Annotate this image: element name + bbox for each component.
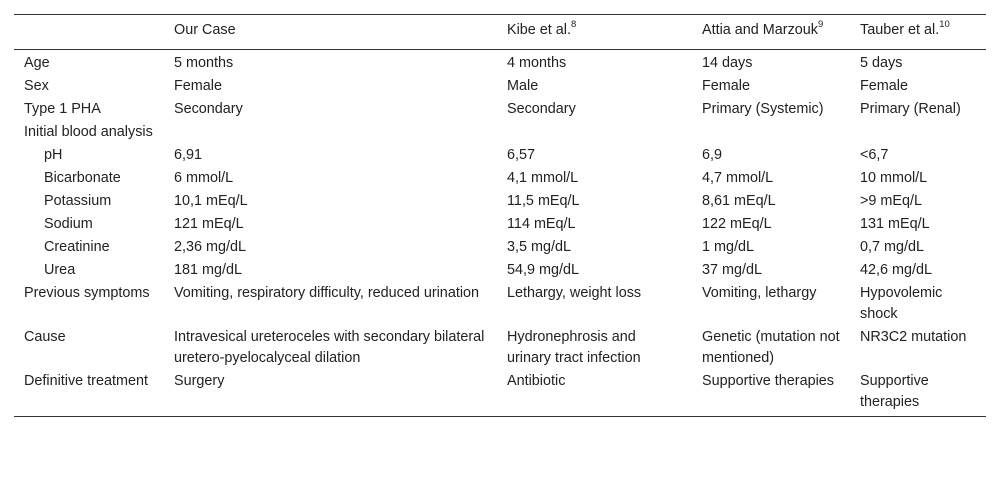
table-cell: Female (860, 78, 908, 94)
table-row-cause (14, 326, 986, 370)
row-label: Previous symptoms (24, 285, 150, 301)
table-cell: 3,5 mg/dL (507, 239, 571, 255)
table-cell: Intravesical ureteroceles with secondary bilateral uretero-pyelocalyceal dilation (174, 329, 485, 366)
table-cell: Supportive therapies (692, 370, 850, 417)
table-cell: Lethargy, weight loss (507, 285, 642, 301)
row-label: Urea (44, 262, 76, 278)
table-cell: 10,1 mEq/L (174, 193, 248, 209)
table-cell: Primary (Renal) (860, 101, 961, 117)
reference-superscript: 10 (939, 19, 950, 31)
table-cell: 121 mEq/L (174, 216, 244, 232)
table-cell: 6,9 (702, 147, 723, 163)
table-cell: 10 mmol/L (860, 170, 928, 186)
table-cell: 14 days (702, 55, 753, 71)
table-row-age (14, 50, 986, 76)
table-cell: 4,7 mmol/L (702, 170, 774, 186)
table-cell: Female (702, 78, 750, 94)
reference-superscript: 9 (817, 19, 824, 31)
header-kibe: Kibe et al.$^8$ (497, 15, 692, 50)
row-label: Type 1 PHA (24, 101, 101, 117)
table-cell: 6 mmol/L (174, 170, 234, 186)
table-cell (497, 121, 692, 144)
table-cell: 6,57 (507, 147, 536, 163)
table-row-creatinine (14, 236, 986, 259)
reference-superscript: 8 (571, 19, 577, 31)
row-label: Age (24, 55, 50, 71)
table-row-symptoms (14, 282, 986, 326)
table-cell: Surgery (164, 370, 497, 417)
table-row-ph (14, 144, 986, 167)
table-cell: 131 mEq/L (860, 216, 930, 232)
header-tauber: Tauber et al.$^{10}$ (850, 15, 986, 50)
row-label: Initial blood analysis (24, 124, 153, 140)
row-label: Potassium (44, 193, 112, 209)
table-cell: 4 months (507, 55, 567, 71)
table-cell: 8,61 mEq/L (702, 193, 776, 209)
table-cell: 6,91 (174, 147, 203, 163)
table-row-sex (14, 75, 986, 98)
table-row-type (14, 98, 986, 121)
header-attia: Attia and Marzouk$^9$ (692, 15, 850, 50)
header-blank (14, 15, 164, 50)
table-cell: >9 mEq/L (860, 193, 922, 209)
table-cell: 0,7 mg/dL (860, 239, 924, 255)
row-label: Definitive treatment (14, 370, 164, 417)
table-cell: 5 months (174, 55, 234, 71)
table-cell: 122 mEq/L (702, 216, 772, 232)
table-cell: 181 mg/dL (174, 262, 243, 278)
table-cell: 11,5 mEq/L (507, 193, 580, 209)
row-label: Bicarbonate (44, 170, 121, 186)
row-label: Cause (24, 329, 66, 345)
table-row-bicarbonate (14, 167, 986, 190)
header-row (14, 15, 986, 50)
table-cell: 5 days (860, 55, 903, 71)
table-row-urea (14, 259, 986, 282)
table-cell: Vomiting, lethargy (702, 285, 817, 301)
row-label: Sodium (44, 216, 93, 232)
header-our-case: Our Case (164, 15, 497, 50)
table-cell: 37 mg/dL (702, 262, 763, 278)
table-cell: Secondary (507, 101, 576, 117)
table-cell: Hydronephrosis and urinary tract infection (507, 329, 641, 366)
table-cell: 114 mEq/L (507, 216, 576, 232)
table-cell: 42,6 mg/dL (860, 262, 933, 278)
table-cell: Primary (Systemic) (702, 101, 824, 117)
table-cell: Male (507, 78, 539, 94)
table-cell: 2,36 mg/dL (174, 239, 247, 255)
table-row-treatment (14, 370, 986, 417)
table-cell: 4,1 mmol/L (507, 170, 579, 186)
row-label: Creatinine (44, 239, 110, 255)
table-cell: Antibiotic (497, 370, 692, 417)
table-cell (692, 121, 850, 144)
table-cell: Secondary (174, 101, 243, 117)
table-cell: <6,7 (860, 147, 889, 163)
table-cell: 54,9 mg/dL (507, 262, 580, 278)
table-cell: Genetic (mutation not mentioned) (702, 329, 840, 366)
table-cell: Vomiting, respiratory difficulty, reduced urination (174, 285, 480, 301)
table-row-sodium (14, 213, 986, 236)
table-cell: 1 mg/dL (702, 239, 754, 255)
table-cell: Hypovolemic shock (860, 285, 943, 322)
table-cell: NR3C2 mutation (860, 329, 967, 345)
row-label: pH (44, 147, 63, 163)
table-cell: Supportive therapies (850, 370, 986, 417)
table-row-initial-blood (14, 121, 986, 144)
table-cell (164, 121, 497, 144)
table-cell: Female (174, 78, 222, 94)
row-label: Sex (24, 78, 49, 94)
table-cell (850, 121, 986, 144)
comparison-table (14, 14, 986, 417)
table-row-potassium (14, 190, 986, 213)
